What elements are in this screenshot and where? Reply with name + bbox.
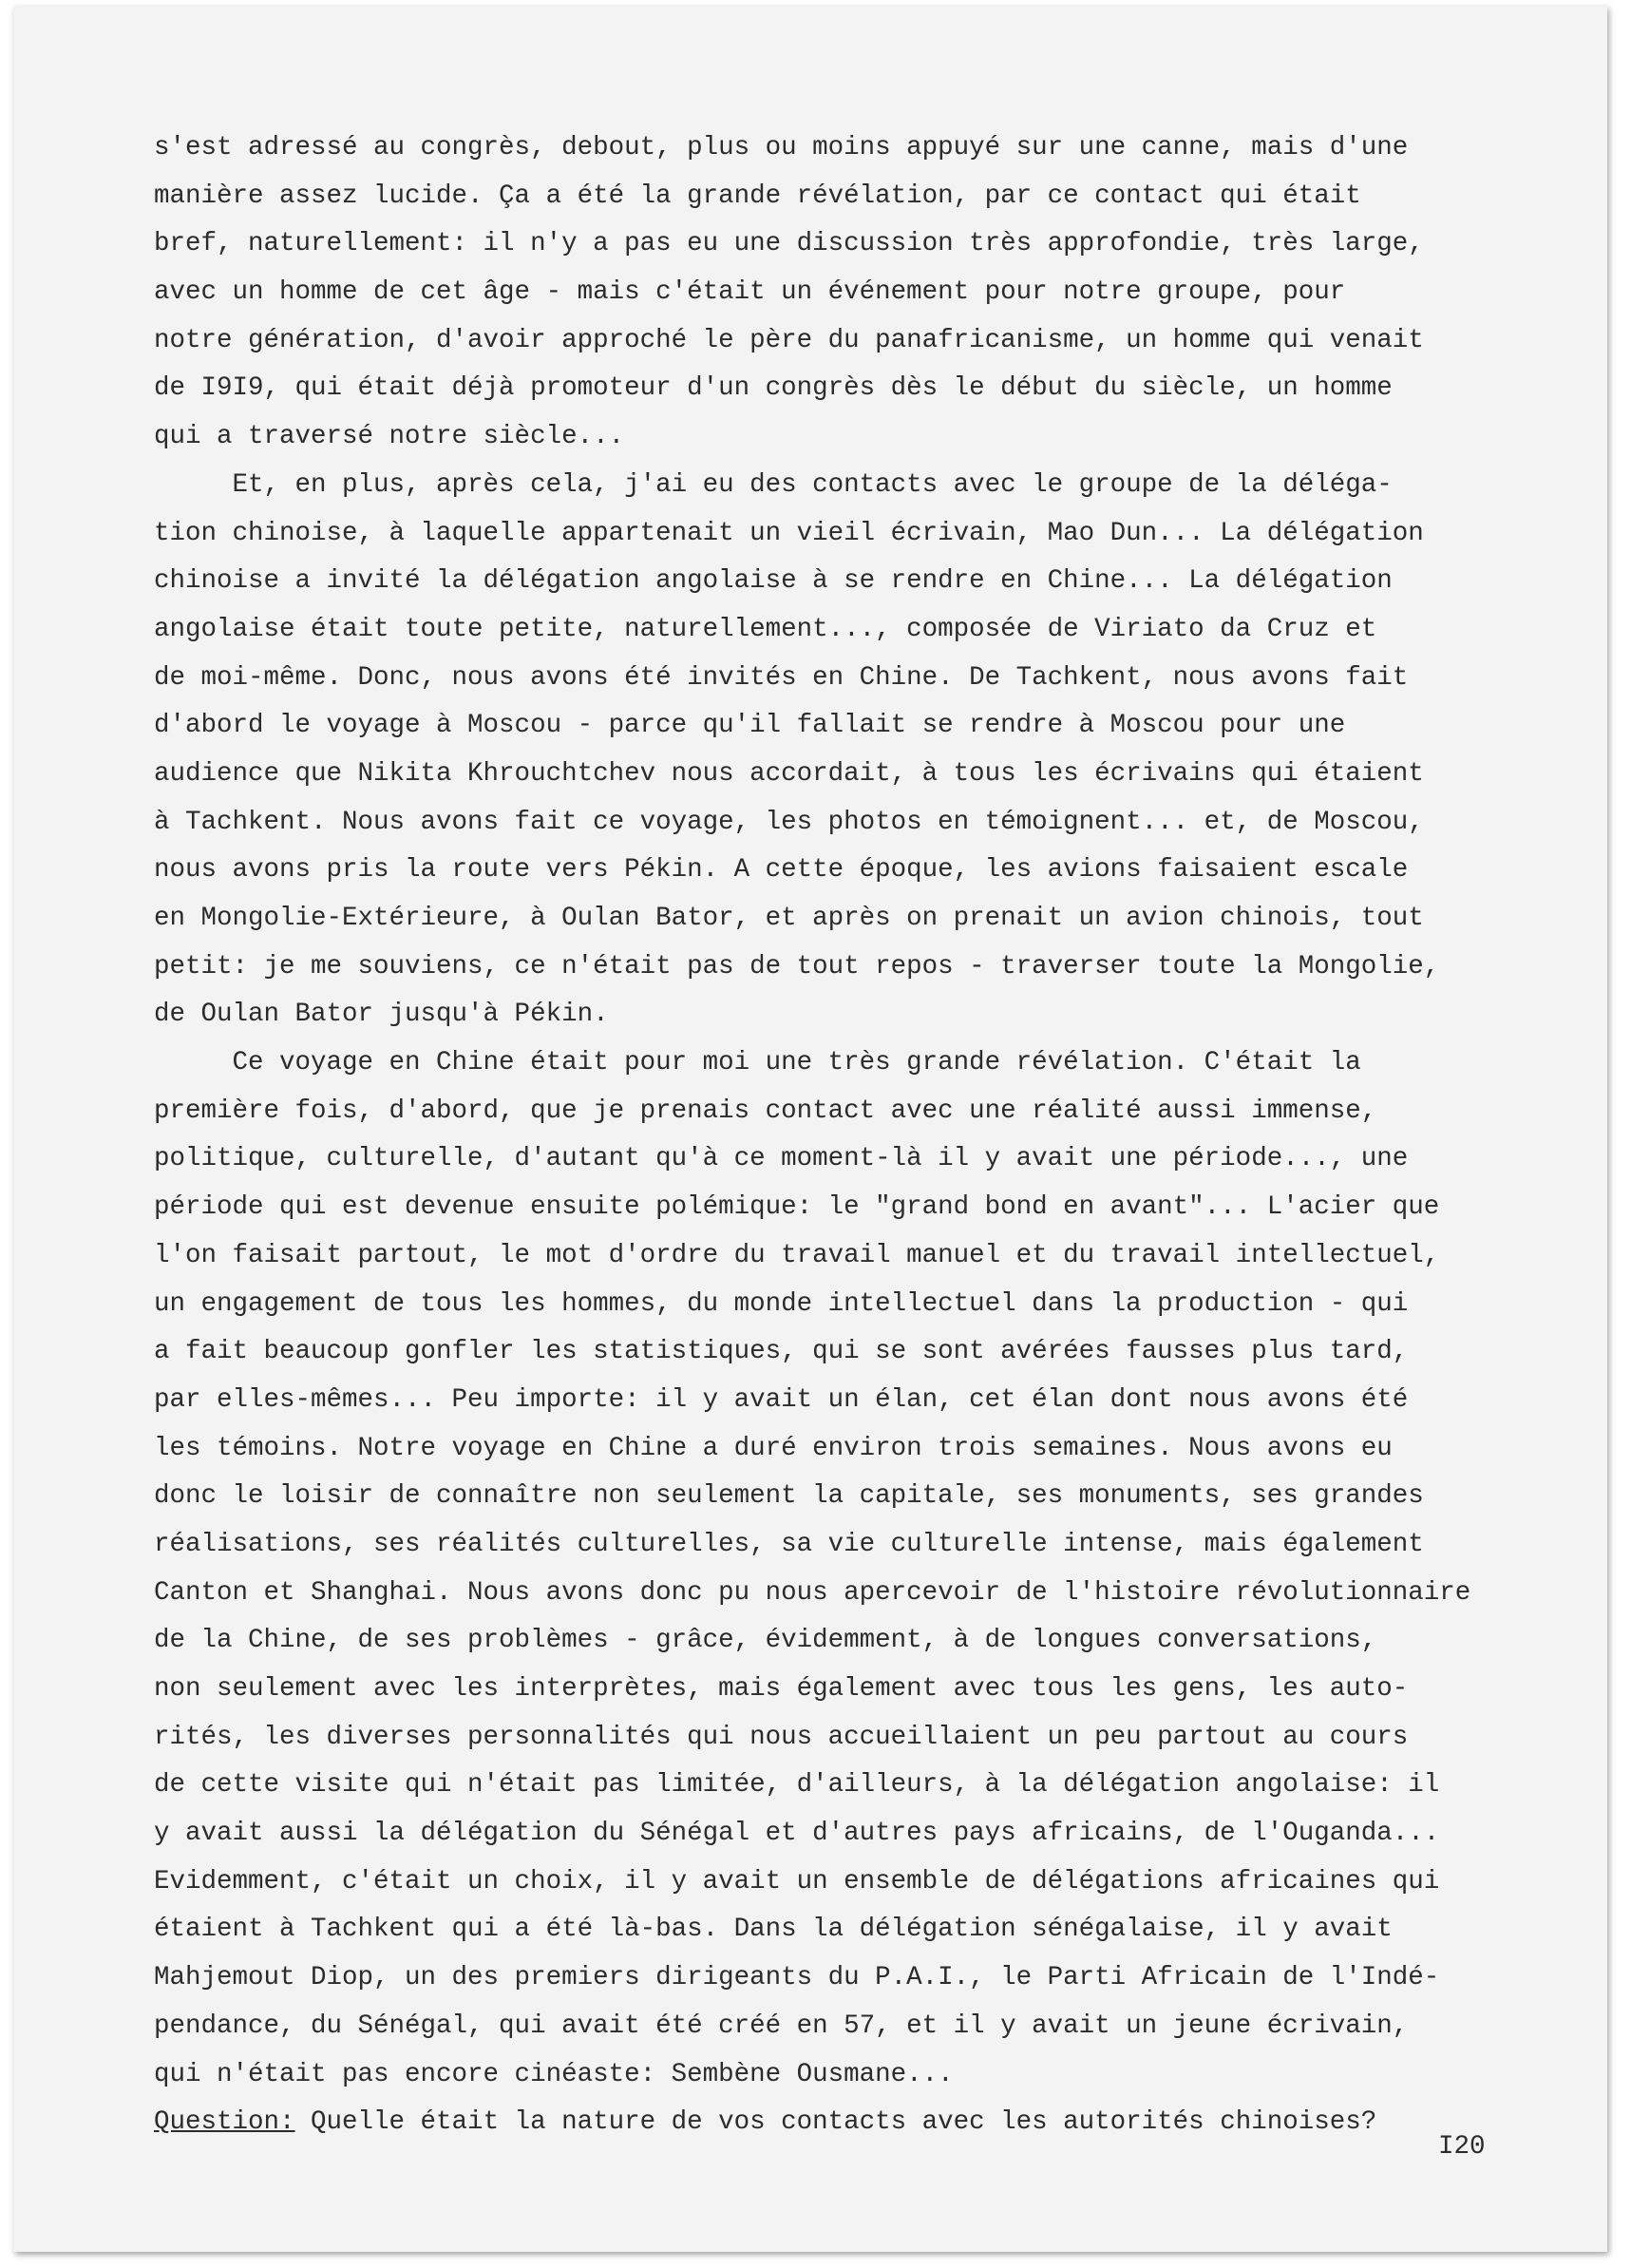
text-line: étaient à Tachkent qui a été là-bas. Dans la délégation sénégalaise, il y avait — [154, 1915, 1393, 1945]
text-line: un engagement de tous les hommes, du monde intellectuel dans la production - qui — [154, 1288, 1409, 1319]
text-line: les témoins. Notre voyage en Chine a duré environ trois semaines. Nous avons eu — [154, 1433, 1393, 1463]
question-text: Quelle était la nature de vos contacts avec les autorités chinoises? — [294, 2107, 1377, 2138]
text-line: bref, naturellement: il n'y a pas eu une discussion très approfondie, très large, — [154, 229, 1424, 259]
text-line: audience que Nikita Khrouchtchev nous accordait, à tous les écrivains qui étaient — [154, 758, 1424, 789]
text-line: a fait beaucoup gonfler les statistiques, qui se sont avérées fausses plus tard, — [154, 1337, 1409, 1367]
text-line: Et, en plus, après cela, j'ai eu des contacts avec le groupe de la déléga- — [154, 469, 1393, 500]
text-line: angolaise était toute petite, naturellement..., composée de Viriato da Cruz et — [154, 614, 1377, 644]
text-line: de moi-même. Donc, nous avons été invités en Chine. De Tachkent, nous avons fait — [154, 662, 1409, 693]
text-line: de Oulan Bator jusqu'à Pékin. — [154, 1000, 609, 1030]
text-line: Evidemment, c'était un choix, il y avait un ensemble de délégations africaines qui — [154, 1866, 1440, 1896]
text-line: notre génération, d'avoir approché le père du panafricanisme, un homme qui venait — [154, 325, 1424, 355]
paper-sheet — [13, 6, 1607, 2252]
text-line: chinoise a invité la délégation angolaise à se rendre en Chine... La délégation — [154, 566, 1393, 597]
text-line: première fois, d'abord, que je prenais contact avec une réalité aussi immense, — [154, 1096, 1377, 1126]
text-line: Mahjemout Diop, un des premiers dirigeants du P.A.I., le Parti Africain de l'Indé- — [154, 1963, 1440, 1993]
text-line: s'est adressé au congrès, debout, plus ou moins appuyé sur une canne, mais d'une — [154, 133, 1409, 162]
text-line: non seulement avec les interprètes, mais également avec tous les gens, les auto- — [154, 1674, 1409, 1704]
text-line: manière assez lucide. Ça a été la grande révélation, par ce contact qui était — [154, 181, 1361, 211]
text-line: de cette visite qui n'était pas limitée, d'ailleurs, à la délégation angolaise: il — [154, 1770, 1440, 1801]
text-line: nous avons pris la route vers Pékin. A cette époque, les avions faisaient escale — [154, 855, 1409, 886]
text-line: période qui est devenue ensuite polémique: le "grand bond en avant"... L'acier que — [154, 1192, 1440, 1223]
text-line: de I9I9, qui était déjà promoteur d'un congrès dès le début du siècle, un homme — [154, 373, 1393, 404]
text-line: par elles-mêmes... Peu importe: il y avait un élan, cet élan dont nous avons été — [154, 1384, 1409, 1415]
text-line: d'abord le voyage à Moscou - parce qu'il fallait se rendre à Moscou pour une — [154, 711, 1346, 741]
text-line: politique, culturelle, d'autant qu'à ce moment-là il y avait une période..., une — [154, 1144, 1409, 1174]
text-line: qui a traversé notre siècle... — [154, 422, 625, 452]
text-line: l'on faisait partout, le mot d'ordre du travail manuel et du travail intellectuel, — [154, 1240, 1440, 1270]
text-line: y avait aussi la délégation du Sénégal et d'autres pays africains, de l'Ouganda... — [154, 1819, 1440, 1849]
text-line: Canton et Shanghai. Nous avons donc pu nous apercevoir de l'histoire révolutionnaire — [154, 1577, 1471, 1608]
text-line: pendance, du Sénégal, qui avait été créé en 57, et il y avait un jeune écrivain, — [154, 2011, 1409, 2041]
page-number: I20 — [1438, 2132, 1486, 2162]
text-line: à Tachkent. Nous avons fait ce voyage, les photos en témoignent... et, de Moscou, — [154, 807, 1424, 837]
text-line: avec un homme de cet âge - mais c'était un événement pour notre groupe, pour — [154, 277, 1346, 308]
text-line: de la Chine, de ses problèmes - grâce, évidemment, à de longues conversations, — [154, 1626, 1377, 1656]
question-label: Question: — [154, 2107, 295, 2138]
text-line: en Mongolie-Extérieure, à Oulan Bator, et après on prenait un avion chinois, tout — [154, 904, 1424, 933]
text-line: Ce voyage en Chine était pour moi une très grande révélation. C'était la — [154, 1048, 1361, 1078]
text-line: qui n'était pas encore cinéaste: Sembène Ousmane... — [154, 2059, 954, 2089]
text-line: tion chinoise, à laquelle appartenait un vieil écrivain, Mao Dun... La délégation — [154, 518, 1424, 548]
text-line: réalisations, ses réalités culturelles, sa vie culturelle intense, mais également — [154, 1529, 1424, 1559]
question-line — [154, 2099, 1579, 2147]
typed-text-body — [154, 124, 1579, 2147]
text-line: petit: je me souviens, ce n'était pas de tout repos - traverser toute la Mongolie, — [154, 951, 1440, 982]
text-line: rités, les diverses personnalités qui nous accueillaient un peu partout au cours — [154, 1722, 1409, 1752]
text-line: donc le loisir de connaître non seulement la capitale, ses monuments, ses grandes — [154, 1481, 1424, 1512]
